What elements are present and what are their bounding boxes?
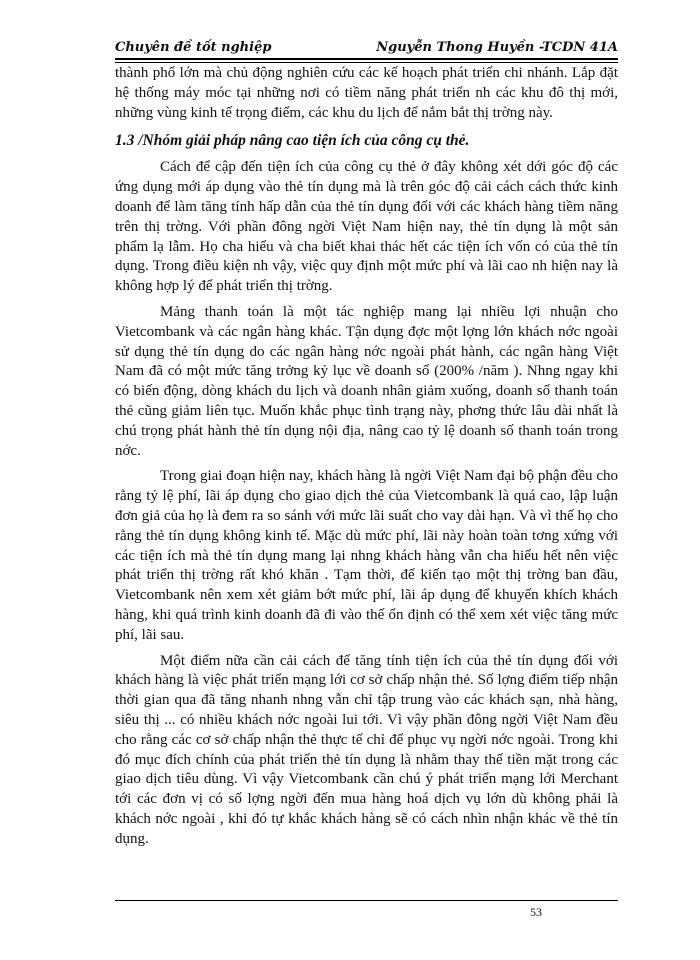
page-header — [115, 36, 618, 60]
header-author: Nguyễn Thong Huyền -TCDN 41A — [376, 40, 618, 55]
page-number: 53 — [530, 905, 542, 919]
body-paragraph-1: Cách để cập đến tiện ích của công cụ thẻ ở đây không xét dới góc độ các ứng dụng mới áp dụng vào thẻ tín dụng mà là trên góc độ cải cách cách thức kinh doanh để làm tăng tính hấp dẫn của thẻ tín dụng đối với các khách hàng tiềm năng trên thị trờng. Với phần đông ngời Việt Nam hiện nay, thẻ tín dụng là một sản phẩm lạ lẫm. Họ cha hiểu và cha biết khai thác hết các tiện ích vốn có của thẻ tín dụng. Trong điều kiện nh vậy, việc quy định một mức phí và lãi cao nh hiện nay là không hợp lý để phát triển thị trờng. — [115, 159, 618, 295]
body-paragraph-3: Trong giai đoạn hiện nay, khách hàng là ngời Việt Nam đại bộ phận đều cho rằng tỷ lệ phí, lãi áp dụng cho giao dịch thẻ của Vietcombank là quá cao, lập luận đơn giả của họ là đem ra so sánh với mức lãi suất cho vay dài hạn. Và vì thế họ cho rằng thẻ tín dụng không kinh tế. Mặc dù mức phí, lãi này hoàn toàn tơng xứng với các tiện ích mà thẻ tín dụng mang lại nhng khách hàng vẫn cha hiểu hết nên việc phát triển thị trờng rất khó khăn . Tạm thời, để kiến tạo một thị trờng ban đầu, Vietcombank nên xem xét giảm bớt mức phí, lãi áp dụng để khuyến khích khách hàng, khi quá trình kinh doanh đã đi vào thế ổn định có thể xem xét việc tăng mức phí, lãi sau. — [115, 468, 618, 643]
body-paragraph-4: Một điểm nữa cần cải cách để tăng tính tiện ích của thẻ tín dụng đối với khách hàng là việc phát triển mạng lới cơ sở chấp nhận thẻ. Số lợng điểm tiếp nhận thời gian qua đã tăng nhanh nhng vẫn chỉ tập trung vào các khách sạn, nhà hàng, siêu thị ... có nhiều khách nớc ngoài lui tới. Vì vậy phần đông ngời Việt Nam đều cho rằng các cơ sở chấp nhận thẻ thực tế chỉ để phục vụ ngời nớc ngoài. Trong khi đó mục đích chính của phát triển thẻ tín dụng là nhằm thay thế tiền mặt trong các giao dịch tiêu dùng. Vì vậy Vietcombank cần chú ý phát triển mạng lới Merchant tới các đơn vị có số lợng ngời đến mua hàng hoá dịch vụ lớn dù không phải là khách nớc ngoài , khi đó tự khắc khách hàng sẽ có cách nhìn nhận khác về thẻ tín dụng. — [115, 652, 618, 847]
page-body — [115, 64, 618, 855]
section-heading: 1.3 /Nhóm giải pháp nâng cao tiện ích của công cụ thẻ. — [115, 132, 470, 150]
body-paragraph-2: Mảng thanh toán là một tác nghiệp mang lại nhiều lợi nhuận cho Vietcombank và các ngân hàng khác. Tận dụng đợc một lợng lớn khách nớc ngoài sử dụng thẻ tín dụng do các ngân hàng nớc ngoài phát hành, các ngân hàng Việt Nam đã có một mức tăng trởng kỷ lục về doanh số (200% /năm ). Nhng ngay khi có biến động, dòng khách du lịch và doanh nhân giảm xuống, doanh số thanh toán thẻ cũng giảm liên tục. Muốn khắc phục tình trạng này, phơng thức lâu dài nhất là chú trọng phát hành thẻ tín dụng nội địa, nâng cao tỷ lệ doanh số thanh toán trong nớc. — [115, 303, 618, 459]
intro-paragraph: thành phố lớn mà chủ động nghiên cứu các kế hoạch phát triển chi nhánh. Lắp đặt hệ thống máy móc tại những nơi có tiềm năng phát triển nh các khu đô thị mới, những vùng kinh tế trọng điểm, các khu du lịch để nắm bắt thị trờng này. — [115, 65, 618, 121]
footer-divider — [115, 900, 618, 901]
header-title: Chuyên đề tốt nghiệp — [115, 40, 272, 55]
